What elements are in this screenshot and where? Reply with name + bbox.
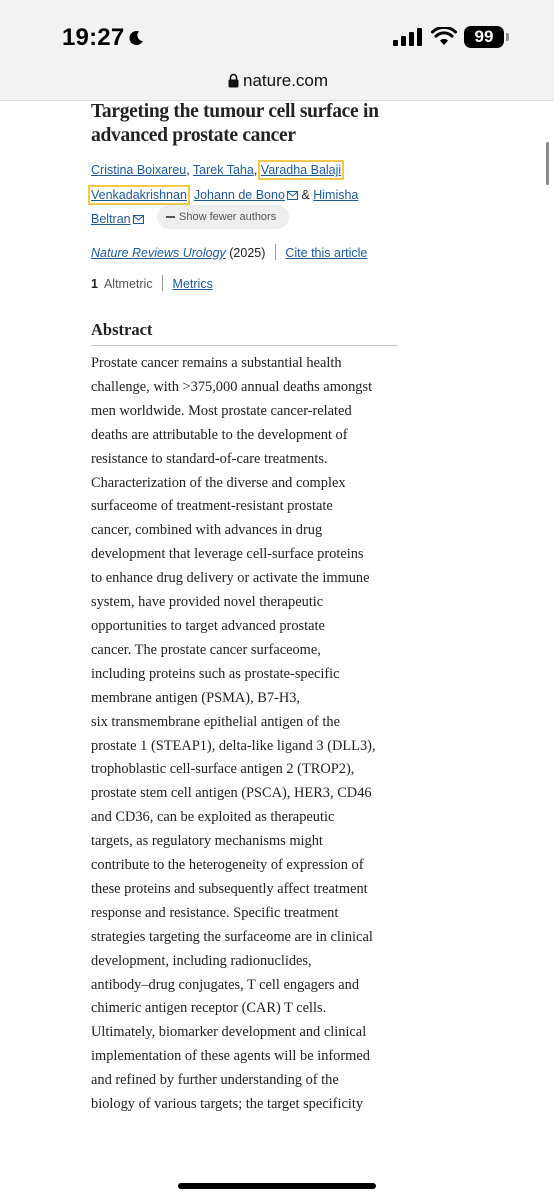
url-bar[interactable] bbox=[0, 66, 554, 101]
cite-this-article-link[interactable]: Cite this article bbox=[285, 246, 368, 260]
mail-icon[interactable] bbox=[133, 215, 144, 224]
abstract-line: biology of various targets; the target specificity bbox=[91, 1096, 364, 1113]
abstract-line: and CD36, can be exploited as therapeutic bbox=[91, 809, 335, 826]
divider bbox=[162, 275, 163, 291]
battery-tip bbox=[506, 33, 509, 41]
abstract-line: deaths are attributable to the development of bbox=[91, 426, 348, 443]
abstract-line: to enhance drug delivery or activate the immune bbox=[91, 570, 370, 587]
abstract-line: opportunities to target advanced prostate bbox=[91, 617, 325, 634]
abstract-line: Prostate cancer remains a substantial health bbox=[91, 355, 342, 371]
author-link-venkadakrishnan[interactable]: Varadha Balaji bbox=[260, 163, 342, 177]
divider bbox=[275, 244, 276, 260]
abstract-line: development that leverage cell-surface proteins bbox=[91, 546, 364, 563]
author-link-taha[interactable]: Tarek Taha bbox=[192, 163, 254, 177]
abstract-line: trophoblastic cell-surface antigen 2 (TROP2), bbox=[91, 761, 355, 778]
abstract-heading: Abstract bbox=[91, 320, 153, 339]
minus-icon bbox=[166, 216, 175, 218]
metrics-line bbox=[91, 275, 213, 291]
abstract-line: response and resistance. Specific treatment bbox=[91, 904, 339, 921]
abstract-divider bbox=[91, 345, 398, 346]
metrics-link[interactable]: Metrics bbox=[172, 277, 213, 291]
lock-icon bbox=[228, 73, 239, 88]
abstract-line: strategies targeting the surfaceome are in clinical bbox=[91, 928, 373, 945]
abstract-line: targets, as regulatory mechanisms might bbox=[91, 833, 323, 850]
journal-link[interactable]: Nature Reviews Urology bbox=[91, 246, 226, 260]
author-link-beltran-continued[interactable]: Beltran bbox=[91, 212, 131, 226]
url-domain[interactable]: nature.com bbox=[243, 71, 329, 90]
altmetric-label: Altmetric bbox=[103, 277, 153, 291]
moon-icon bbox=[128, 30, 144, 46]
abstract-line: implementation of these agents will be informed bbox=[91, 1048, 370, 1065]
publication-year: (2025) bbox=[229, 246, 266, 260]
citation-line bbox=[91, 244, 367, 260]
battery-level: 99 bbox=[474, 27, 494, 46]
abstract-line: six transmembrane epithelial antigen of the bbox=[91, 713, 340, 730]
abstract-text bbox=[91, 352, 411, 1117]
abstract-line: men worldwide. Most prostate cancer-related bbox=[91, 402, 352, 419]
abstract-line: prostate 1 (STEAP1), delta-like ligand 3 (DLL3), bbox=[91, 737, 376, 754]
abstract-line: prostate stem cell antigen (PSCA), HER3, CD46 bbox=[91, 785, 372, 802]
title-line: Targeting the tumour cell surface in bbox=[91, 101, 379, 122]
show-fewer-label: Show fewer authors bbox=[179, 211, 277, 223]
abstract-line: system, have provided novel therapeutic bbox=[91, 594, 324, 611]
abstract-line: these proteins and subsequently affect treatment bbox=[91, 880, 368, 897]
author-link-boixareu[interactable]: Cristina Boixareu bbox=[91, 163, 187, 177]
altmetric-count: 1 bbox=[91, 277, 98, 291]
abstract-line: including proteins such as prostate-specific bbox=[91, 665, 340, 682]
abstract-line: Ultimately, biomarker development and clinical bbox=[91, 1024, 367, 1041]
abstract-line: surfaceome of treatment-resistant prostate bbox=[91, 498, 333, 515]
clock: 19:27 bbox=[62, 24, 125, 51]
ampersand: & bbox=[301, 187, 310, 202]
author-link-de-bono[interactable]: Johann de Bono bbox=[193, 187, 285, 202]
status-bar bbox=[0, 0, 554, 66]
signal-icon bbox=[393, 28, 423, 46]
title-line: advanced prostate cancer bbox=[91, 125, 296, 146]
mail-icon[interactable] bbox=[287, 191, 298, 200]
abstract-line: development, including radionuclides, bbox=[91, 952, 312, 969]
abstract-line: contribute to the heterogeneity of expression of bbox=[91, 857, 364, 874]
scrollbar-thumb[interactable] bbox=[546, 142, 549, 185]
show-fewer-authors-button[interactable] bbox=[157, 205, 289, 229]
wifi-icon bbox=[431, 27, 457, 46]
abstract-line: challenge, with >375,000 annual deaths amongst bbox=[91, 378, 373, 395]
battery-indicator bbox=[464, 26, 504, 48]
abstract-line: cancer. The prostate cancer surfaceome, bbox=[91, 641, 321, 658]
author-list: Cristina Boixareu, Tarek Taha, Varadha Balaji Venkadakrishnan, Johann de Bono & Himisha Beltran bbox=[91, 163, 359, 226]
abstract-line: membrane antigen (PSMA), B7-H3, bbox=[91, 689, 301, 706]
abstract-line: cancer, combined with advances in drug bbox=[91, 522, 323, 539]
abstract-line: Characterization of the diverse and complex bbox=[91, 474, 346, 491]
abstract-line: chimeric antigen receptor (CAR) T cells. bbox=[91, 1000, 327, 1017]
article-title bbox=[91, 100, 421, 148]
author-link-venkadakrishnan-continued[interactable]: Venkadakrishnan bbox=[91, 187, 187, 202]
abstract-line: and refined by further understanding of the bbox=[91, 1072, 339, 1089]
abstract-line: resistance to standard-of-care treatments. bbox=[91, 450, 328, 467]
author-link-beltran[interactable]: Himisha bbox=[313, 187, 359, 202]
home-indicator[interactable] bbox=[178, 1183, 376, 1189]
abstract-line: antibody–drug conjugates, T cell engagers and bbox=[91, 976, 360, 993]
